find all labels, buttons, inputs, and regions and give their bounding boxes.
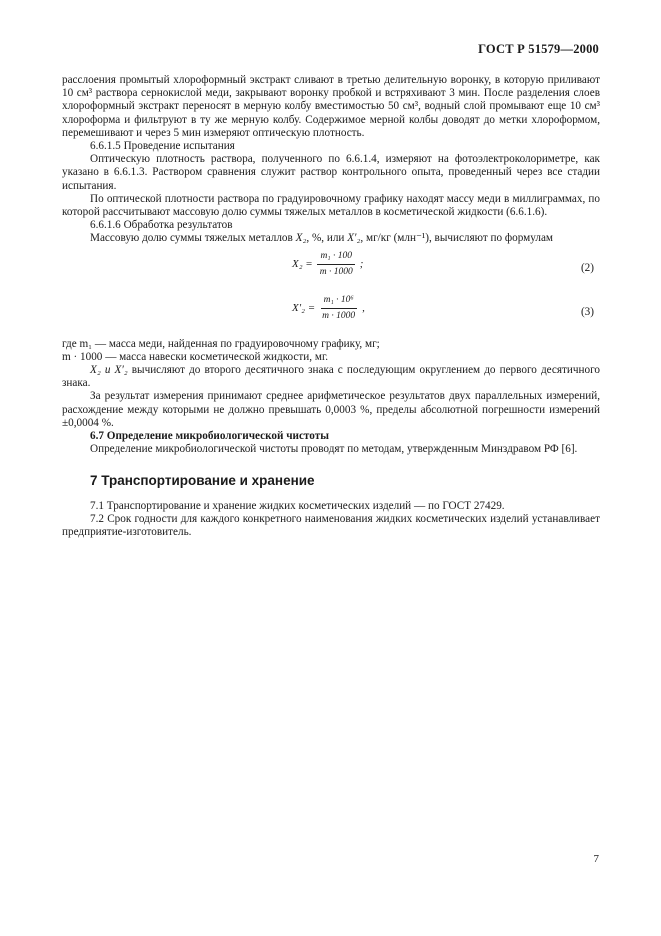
text-run: Массовую долю суммы тяжелых металлов <box>90 232 293 245</box>
formula-lhs: X′₂ = <box>292 301 316 314</box>
document-header: ГОСТ Р 51579—2000 <box>478 42 599 56</box>
subsection-heading: 6.6.1.5 Проведение испытания <box>90 140 235 153</box>
fraction <box>319 294 358 323</box>
numerator: m₁ · 100 <box>317 250 355 265</box>
variable: X₂, <box>295 232 310 245</box>
subsection-heading: 6.6.1.6 Обработка результатов <box>90 219 233 232</box>
denominator: m · 1000 <box>322 310 356 321</box>
text-run: мг/кг (млн⁻¹), вычисляют по формулам <box>365 232 553 245</box>
paragraph: Оптическую плотность раствора, полученного по 6.6.1.4, измеряют на фотоэлектроколориметре, как указано в 6.6.1.3. Раствором сравнения служит раствор контрольного опыта, проведенный через все стадии испытания. <box>62 153 600 192</box>
fraction <box>317 250 356 279</box>
paragraph: 7.1 Транспортирование и хранение жидких косметических изделий — по ГОСТ 27429. <box>90 499 505 512</box>
subsection-heading: 6.7 Определение микробиологической чистоты <box>90 430 329 443</box>
paragraph: За результат измерения принимают среднее арифметическое результатов двух параллельных измерений, расхождение между которыми не должно превышать 0,0003 %, пределы абсолютной погрешности измерений ±0,0004 %. <box>62 390 600 429</box>
where-clause: где m₁ — масса меди, найденная по градуировочному графику, мг; <box>62 337 380 350</box>
paragraph: 7.2 Срок годности для каждого конкретного наименования жидких косметических изделий устанавливает предприятие-изготовитель. <box>62 512 600 539</box>
formula-tail: , <box>362 301 365 314</box>
paragraph: расслоения промытый хлороформный экстракт сливают в третью делительную воронку, в которую приливают 10 см³ раствора сернокислой меди, закрывают воронку пробкой и встряхивают 3 мин. После разделения слоев хлороформный экстракт переносят в мерную колбу вместимостью 50 см³, водный слой промывают еще 10 см³ хлороформа и фильтруют в ту же мерную колбу. Содержимое мерной колбы доводят до метки хлороформом, перемешивают и через 5 мин измеряют оптическую плотность. <box>62 74 600 139</box>
formula-2 <box>62 246 600 290</box>
page-number: 7 <box>593 853 599 865</box>
denominator: m · 1000 <box>319 266 353 277</box>
paragraph <box>62 232 600 245</box>
formula-number: (3) <box>580 305 594 318</box>
where-clause: m · 1000 — масса навески косметической жидкости, мг. <box>62 350 329 363</box>
variable: X′₂, <box>347 232 364 245</box>
section-heading: 7 Транспортирование и хранение <box>90 473 315 489</box>
numerator: m₁ · 10⁶ <box>321 294 357 309</box>
formula-lhs: X₂ = <box>292 257 313 270</box>
page-content <box>62 74 600 539</box>
paragraph <box>62 364 600 390</box>
formula-tail: ; <box>359 257 364 270</box>
formula-number: (2) <box>580 261 594 274</box>
text-run: вычисляют до второго десятичного знака с последующим округлением до первого десятичного знака. <box>62 364 600 390</box>
paragraph: По оптической плотности раствора по градуировочному графику находят массу меди в миллиграммах, по которой рассчитывают массовую долю суммы тяжелых металлов в косметической жидкости (6.6.1.6). <box>62 192 600 219</box>
paragraph: Определение микробиологической чистоты проводят по методам, утвержденным Минздравом РФ [6]. <box>90 443 578 456</box>
text-run: %, или <box>311 232 345 245</box>
formula-3 <box>62 290 600 334</box>
variable: X₂ и X′₂ <box>90 364 128 377</box>
